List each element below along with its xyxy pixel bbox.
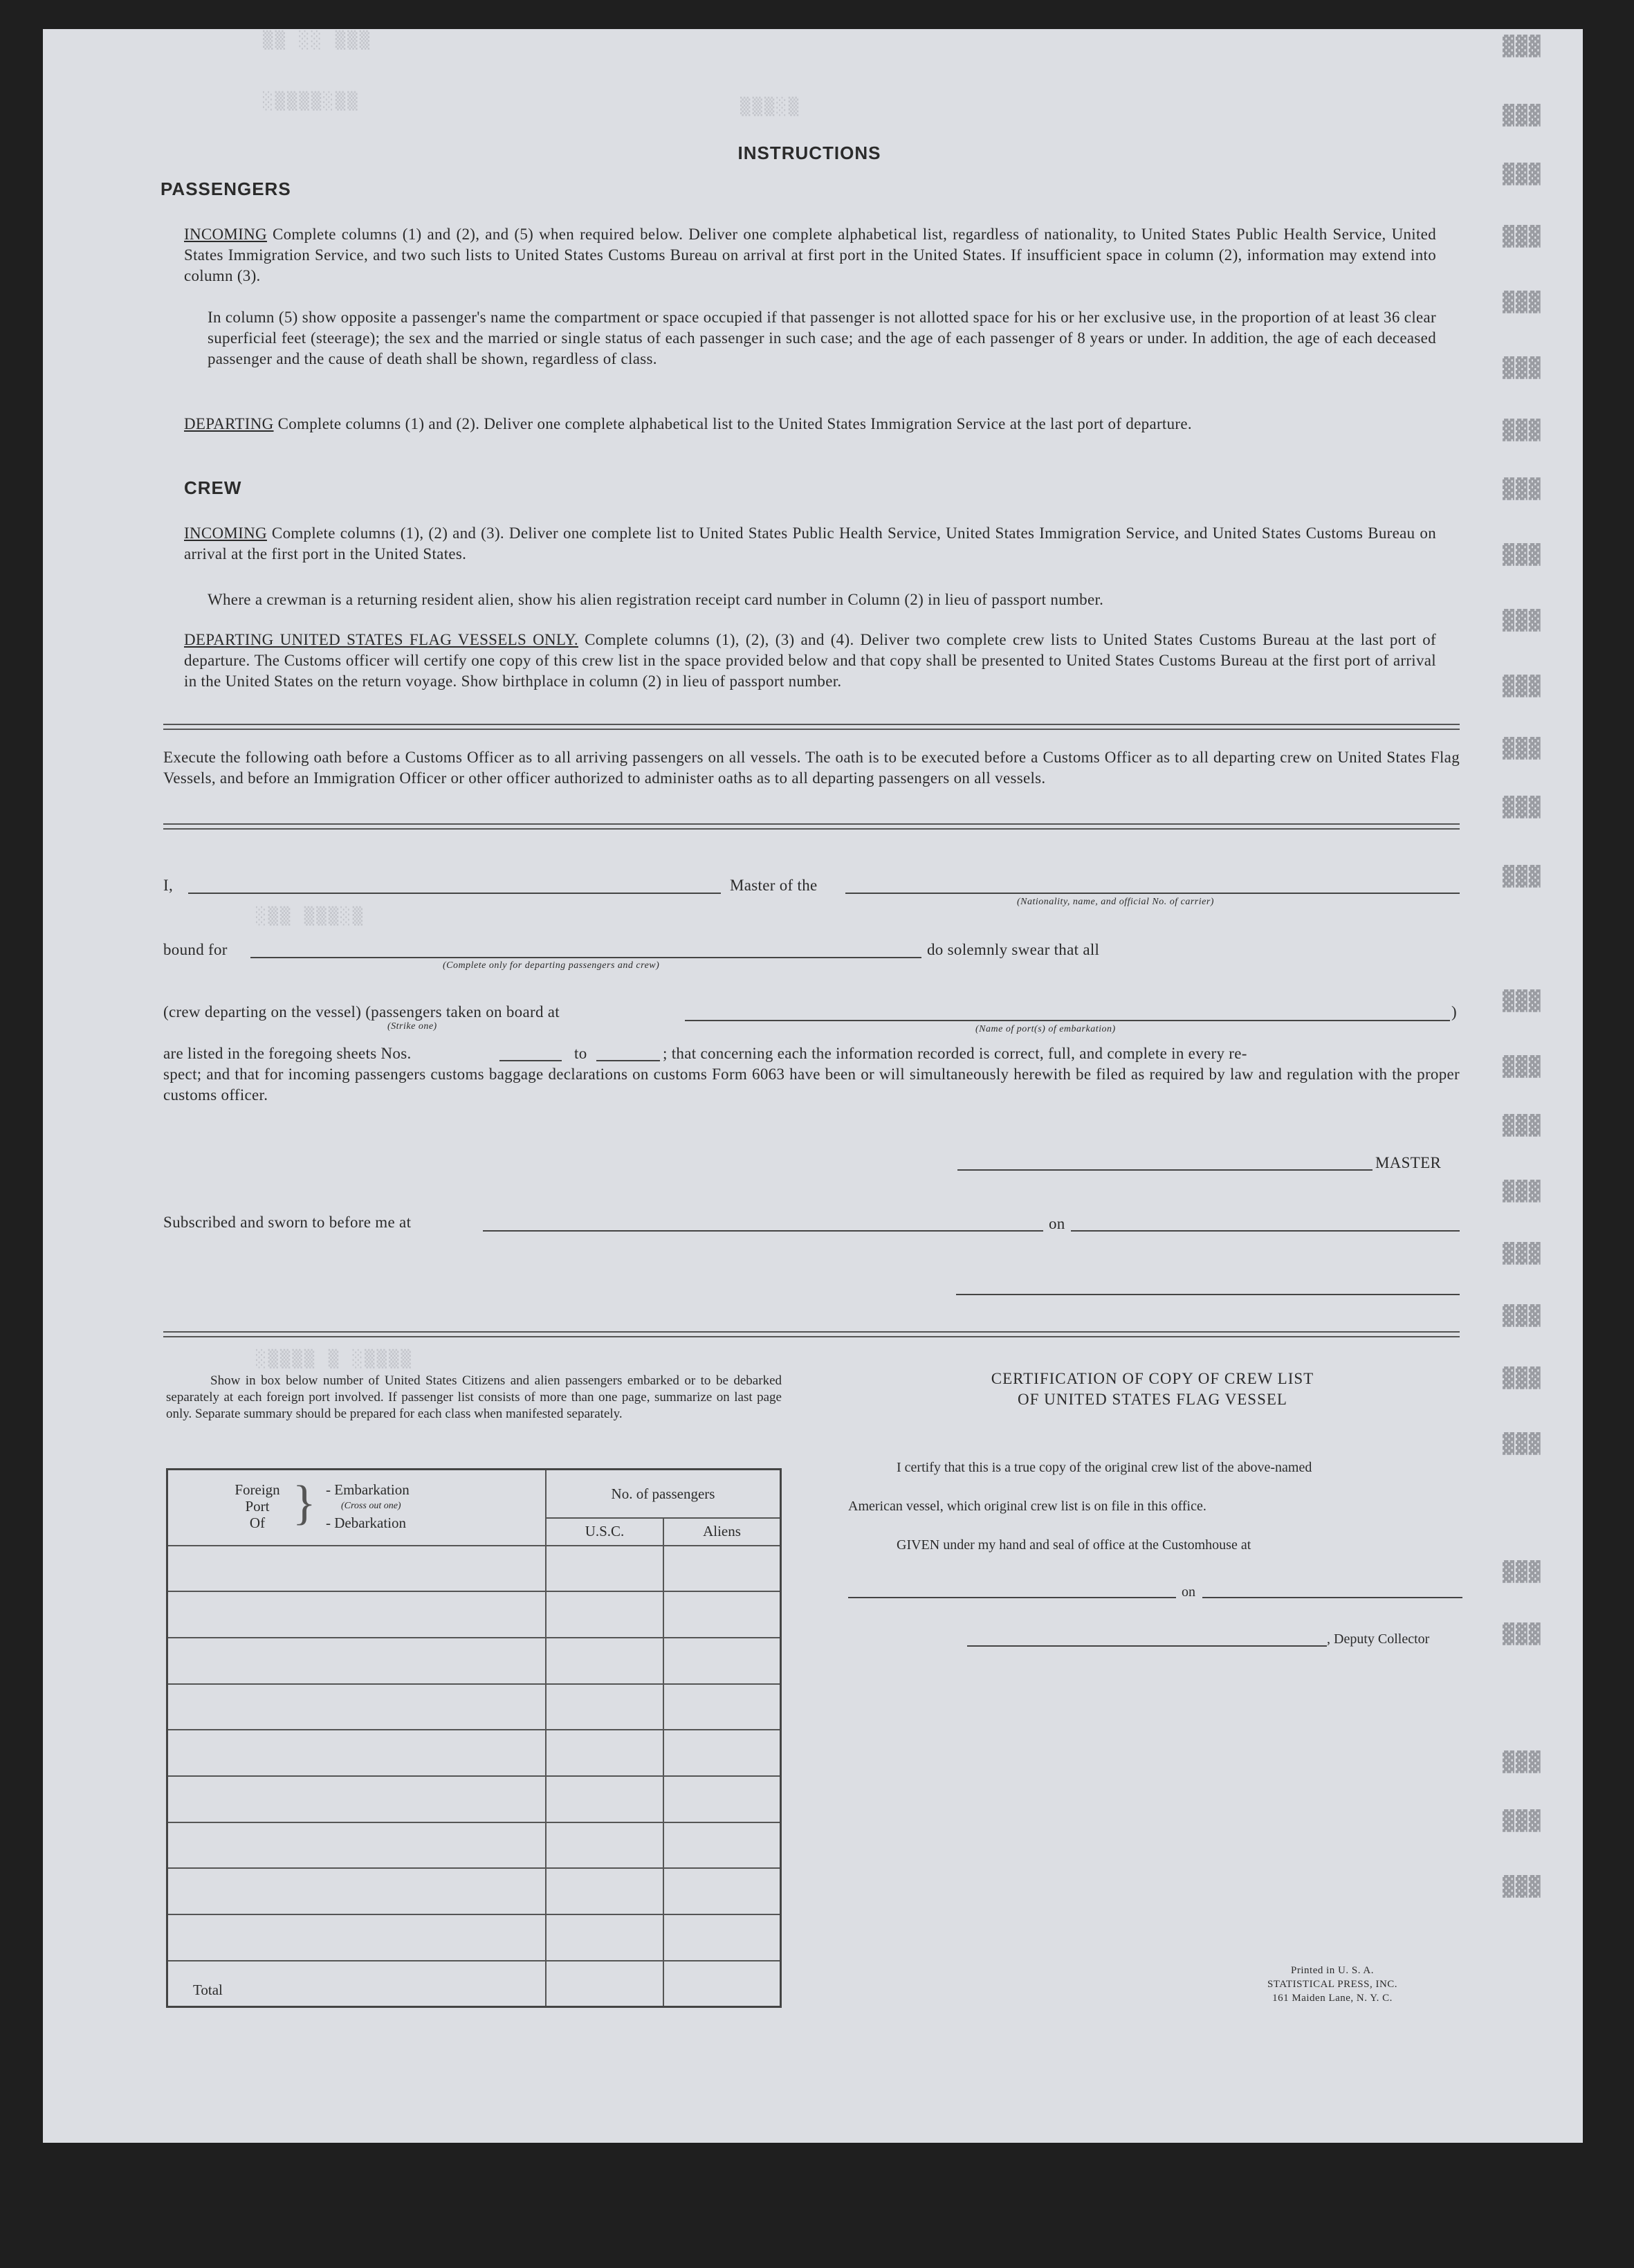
page-title: INSTRUCTIONS — [737, 143, 881, 163]
cross-out-hint: (Cross out one) — [341, 1500, 401, 1511]
margin-mark: ▓▓▓ — [1503, 675, 1542, 697]
margin-mark: ▓▓▓ — [1503, 1055, 1542, 1078]
table-row — [167, 1868, 781, 1914]
crew-departing-text: Complete columns (1), (2), (3) and (4). Deliver two complete crew lists to United States Customs Bureau at the last port of departure. The Customs officer will certify one copy of this crew list in the space provided below and that copy shall be presented to United States Customs Bureau at the first port of arrival in the United States on the return voyage. Show birthplace in column (2) in lieu of passport number. — [184, 631, 1436, 690]
aliens-cell[interactable] — [663, 1822, 781, 1869]
oath-i-label: I, — [163, 877, 174, 894]
crew-incoming-paragraph — [184, 523, 1436, 565]
margin-mark: ▓▓▓ — [1503, 1242, 1542, 1265]
table-row — [167, 1776, 781, 1822]
usc-cell[interactable] — [546, 1638, 663, 1684]
subscribed-label: Subscribed and sworn to before me at — [163, 1214, 412, 1231]
passengers-heading: PASSENGERS — [160, 179, 291, 199]
divider-double — [163, 724, 1460, 730]
bleed-through-mark: ░▒▒▒▒ ▒ ░▒▒▒▒ — [256, 1349, 413, 1369]
port-cell[interactable] — [167, 1730, 547, 1776]
margin-mark: ▓▓▓ — [1503, 989, 1542, 1012]
passengers-incoming-label: INCOMING — [184, 226, 267, 243]
margin-mark: ▓▓▓ — [1503, 1560, 1542, 1583]
certification-line-3: GIVEN under my hand and seal of office at the Customhouse at — [897, 1537, 1251, 1553]
sheet-to-field[interactable] — [596, 1060, 660, 1061]
no-passengers-header: No. of passengers — [546, 1470, 781, 1519]
table-row — [167, 1822, 781, 1869]
margin-mark: ▓▓▓ — [1503, 1622, 1542, 1645]
margin-mark: ▓▓▓ — [1503, 1875, 1542, 1898]
usc-cell[interactable] — [546, 1546, 663, 1592]
bound-for-hint: (Complete only for departing passengers and crew) — [443, 960, 660, 971]
debarkation-label: - Debarkation — [326, 1514, 407, 1531]
aliens-header: Aliens — [663, 1518, 781, 1546]
deputy-collector-signature-field[interactable] — [967, 1645, 1327, 1647]
total-row — [167, 1961, 781, 2007]
margin-mark: ▓▓▓ — [1503, 609, 1542, 632]
crew-departing-label: DEPARTING UNITED STATES FLAG VESSELS ONLY. — [184, 631, 578, 648]
passengers-departing-text: Complete columns (1) and (2). Deliver one complete alphabetical list to the United States Immigration Service at the last port of departure. — [277, 415, 1192, 432]
table-row — [167, 1730, 781, 1776]
certification-line-2: American vessel, which original crew list is on file in this office. — [848, 1499, 1206, 1514]
listed-sheets-label: are listed in the foregoing sheets Nos. — [163, 1045, 412, 1062]
embarkation-label: - Embarkation — [326, 1481, 410, 1498]
margin-mark: ▓▓▓ — [1503, 1432, 1542, 1455]
aliens-cell[interactable] — [663, 1914, 781, 1961]
embarkation-ports-field[interactable] — [685, 1020, 1450, 1021]
sworn-date-field[interactable] — [1071, 1230, 1460, 1232]
passengers-column5-text: In column (5) show opposite a passenger's name the compartment or space occupied if that passenger is not allotted space for his or her exclusive use, in the proportion of at least 36 clear superficial feet (steerage); the sex and the married or single status of each passenger in such case; and the age of each passenger of 8 years or under. In addition, the age of each deceased passenger and the cause of death shall be shown, regardless of class. — [208, 309, 1436, 367]
aliens-cell[interactable] — [663, 1638, 781, 1684]
aliens-cell[interactable] — [663, 1868, 781, 1914]
port-cell[interactable] — [167, 1914, 547, 1961]
officer-signature-field[interactable] — [956, 1294, 1460, 1295]
crew-heading: CREW — [184, 477, 242, 498]
passengers-departing-paragraph — [184, 414, 1436, 435]
margin-mark: ▓▓▓ — [1503, 1114, 1542, 1137]
usc-cell[interactable] — [546, 1868, 663, 1914]
bleed-through-mark: ▒▒▒░▒ — [740, 97, 801, 116]
margin-mark: ▓▓▓ — [1503, 35, 1542, 57]
aliens-cell[interactable] — [663, 1776, 781, 1822]
total-aliens-cell[interactable] — [663, 1961, 781, 2007]
carrier-field[interactable] — [845, 893, 1460, 894]
port-label: Port — [245, 1497, 270, 1515]
divider-double — [163, 1331, 1460, 1337]
margin-mark: ▓▓▓ — [1503, 1304, 1542, 1327]
deputy-collector-label: , Deputy Collector — [1327, 1631, 1430, 1647]
bleed-through-mark: ▒▒ ░░ ▒▒▒ — [263, 30, 372, 50]
certification-title-2: OF UNITED STATES FLAG VESSEL — [1018, 1391, 1287, 1408]
master-name-field[interactable] — [188, 893, 721, 894]
usc-cell[interactable] — [546, 1730, 663, 1776]
master-of-the-label: Master of the — [730, 877, 818, 894]
summary-instructions: Show in box below number of United States Citizens and alien passengers embarked or to be debarked separately at each foreign port involved. If passenger list consists of more than one page, summarize on last page only. Separate summary should be prepared for each class when manifested separately. — [166, 1373, 782, 1421]
listed-to-label: to — [574, 1045, 587, 1062]
brace-icon: } — [293, 1476, 316, 1530]
listed-sheets-text-2: spect; and that for incoming passengers customs baggage declarations on customs Form 6063 have been or will simultaneously herewith be filed as required by law and regulation with the proper customs officer. — [163, 1066, 1460, 1104]
close-paren: ) — [1451, 1003, 1457, 1021]
listed-sheets-text-1: ; that concerning each the information recorded is correct, full, and complete in every re- — [663, 1045, 1247, 1062]
swear-text: do solemnly swear that all — [927, 941, 1100, 958]
certification-title-1: CERTIFICATION OF COPY OF CREW LIST — [991, 1370, 1314, 1387]
table-row — [167, 1638, 781, 1684]
aliens-cell[interactable] — [663, 1730, 781, 1776]
port-cell[interactable] — [167, 1868, 547, 1914]
crew-incoming-text: Complete columns (1), (2) and (3). Deliver one complete list to United States Public Health Service, United States Immigration Service, and United States Customs Bureau on arrival at the first port in the United States. — [184, 524, 1436, 563]
passengers-departing-label: DEPARTING — [184, 415, 274, 432]
bleed-through-mark: ░▒▒ ▒▒▒░▒ — [256, 906, 365, 926]
passenger-summary-table — [166, 1468, 782, 2008]
total-label: Total — [167, 1961, 547, 2007]
printer-line-3: 161 Maiden Lane, N. Y. C. — [1272, 1993, 1393, 2004]
margin-mark: ▓▓▓ — [1503, 419, 1542, 441]
margin-mark: ▓▓▓ — [1503, 291, 1542, 313]
usc-header: U.S.C. — [546, 1518, 663, 1546]
margin-mark: ▓▓▓ — [1503, 1180, 1542, 1202]
margin-mark: ▓▓▓ — [1503, 1750, 1542, 1773]
margin-mark: ▓▓▓ — [1503, 225, 1542, 248]
certification-on-label: on — [1182, 1584, 1195, 1600]
printer-imprint — [1229, 1964, 1436, 2005]
table-row — [167, 1546, 781, 1592]
total-usc-cell[interactable] — [546, 1961, 663, 2007]
of-label: Of — [249, 1514, 266, 1531]
usc-cell[interactable] — [546, 1776, 663, 1822]
sworn-place-field[interactable] — [483, 1230, 1043, 1232]
margin-mark: ▓▓▓ — [1503, 1809, 1542, 1832]
usc-cell[interactable] — [546, 1822, 663, 1869]
aliens-cell[interactable] — [663, 1546, 781, 1592]
ports-hint: (Name of port(s) of embarkation) — [975, 1024, 1116, 1034]
port-cell[interactable] — [167, 1822, 547, 1869]
margin-mark: ▓▓▓ — [1503, 737, 1542, 760]
bleed-through-mark: ░▒▒▒▒░▒▒ — [263, 91, 360, 111]
margin-mark: ▓▓▓ — [1503, 543, 1542, 566]
divider-double — [163, 823, 1460, 830]
master-signature-label: MASTER — [1375, 1154, 1442, 1171]
strike-one-hint: (Strike one) — [387, 1021, 437, 1032]
foreign-label: Foreign — [235, 1481, 280, 1498]
usc-cell[interactable] — [546, 1591, 663, 1638]
passengers-incoming-paragraph — [184, 224, 1436, 286]
certification-date-field[interactable] — [1202, 1597, 1462, 1598]
sworn-on-label: on — [1049, 1215, 1065, 1232]
port-cell[interactable] — [167, 1638, 547, 1684]
margin-mark: ▓▓▓ — [1503, 1366, 1542, 1389]
table-row — [167, 1684, 781, 1730]
printer-line-1: Printed in U. S. A. — [1291, 1965, 1374, 1976]
printer-line-2: STATISTICAL PRESS, INC. — [1267, 1979, 1398, 1990]
certification-line-1: I certify that this is a true copy of the original crew list of the above-named — [897, 1460, 1312, 1475]
sheet-from-field[interactable] — [499, 1060, 562, 1061]
margin-mark: ▓▓▓ — [1503, 163, 1542, 185]
crew-departing-paragraph — [184, 630, 1436, 692]
port-header-cell — [167, 1470, 547, 1546]
carrier-hint: (Nationality, name, and official No. of carrier) — [1017, 897, 1214, 907]
margin-mark: ▓▓▓ — [1503, 865, 1542, 888]
table-row — [167, 1914, 781, 1961]
crew-passengers-strike-text: (crew departing on the vessel) (passengers taken on board at — [163, 1003, 560, 1021]
crew-resident-text: Where a crewman is a returning resident alien, show his alien registration receipt card number in Column (2) in lieu of passport number. — [208, 591, 1104, 608]
port-cell[interactable] — [167, 1776, 547, 1822]
margin-mark: ▓▓▓ — [1503, 104, 1542, 127]
passengers-incoming-text: Complete columns (1) and (2), and (5) when required below. Deliver one complete alphabetical list, regardless of nationality, to United States Public Health Service, United States Immigration Service, and two such lists to United States Customs Bureau on arrival at first port in the United States. If insufficient space in column (2), information may extend into column (3). — [184, 226, 1436, 284]
aliens-cell[interactable] — [663, 1591, 781, 1638]
table-row — [167, 1591, 781, 1638]
aliens-cell[interactable] — [663, 1684, 781, 1730]
crew-incoming-label: INCOMING — [184, 524, 267, 542]
margin-mark: ▓▓▓ — [1503, 356, 1542, 379]
port-cell[interactable] — [167, 1591, 547, 1638]
port-cell[interactable] — [167, 1684, 547, 1730]
margin-mark: ▓▓▓ — [1503, 796, 1542, 819]
customhouse-place-field[interactable] — [848, 1597, 1176, 1598]
usc-cell[interactable] — [546, 1914, 663, 1961]
margin-mark: ▓▓▓ — [1503, 477, 1542, 500]
bound-for-field[interactable] — [250, 957, 921, 958]
bound-for-label: bound for — [163, 941, 228, 958]
master-signature-field[interactable] — [957, 1169, 1373, 1171]
usc-cell[interactable] — [546, 1684, 663, 1730]
port-cell[interactable] — [167, 1546, 547, 1592]
oath-intro-text: Execute the following oath before a Customs Officer as to all arriving passengers on all vessels. The oath is to be executed before a Customs Officer as to all departing crew on United States Flag Vessels, and before an Immigration Officer or other officer authorized to administer oaths as to all departing passengers on all vessels. — [163, 749, 1460, 787]
